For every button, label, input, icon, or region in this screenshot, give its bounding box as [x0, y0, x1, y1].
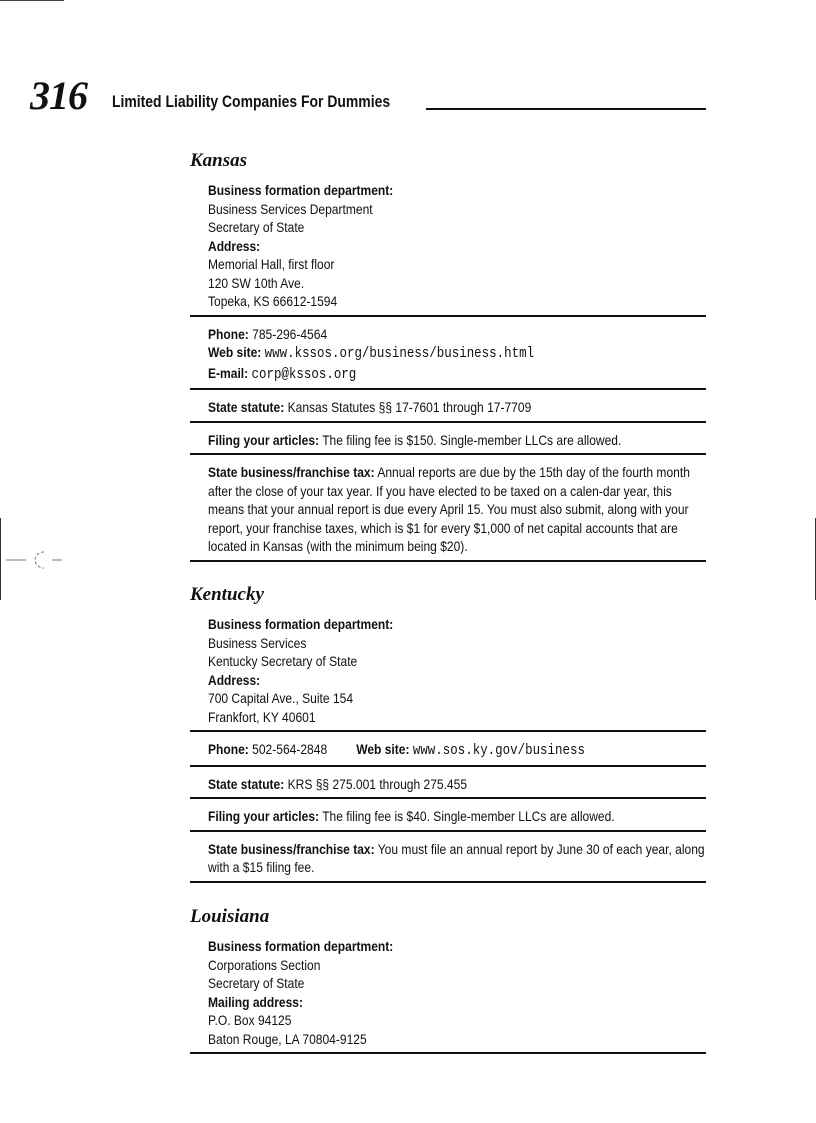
state-heading: Kansas	[190, 150, 248, 171]
department-label: Business formation department:	[208, 616, 394, 632]
page-number: 316	[30, 73, 87, 118]
filing-value: The filing fee is $40. Single-member LLCs are allowed.	[322, 808, 615, 824]
header-rule	[426, 108, 706, 110]
phone-value: 502-564-2848	[252, 741, 328, 757]
filing-block	[190, 799, 706, 832]
book-title: Limited Liability Companies For Dummies	[112, 92, 391, 111]
statute-label: State statute:	[208, 399, 285, 415]
filing-line	[208, 431, 636, 450]
tax-block	[190, 832, 706, 883]
statute-value: Kansas Statutes §§ 17-7601 through 17-7709	[287, 399, 532, 415]
registration-mark-icon	[4, 548, 68, 572]
website-line	[208, 343, 636, 364]
address-label: Address:	[208, 237, 261, 254]
contact-block	[190, 179, 706, 317]
phone-label: Phone:	[208, 325, 249, 342]
state-heading: Kentucky	[190, 584, 264, 605]
statute-block	[190, 767, 706, 800]
department-line: Secretary of State	[208, 975, 305, 991]
department-line: Secretary of State	[208, 219, 305, 235]
email-line	[208, 364, 636, 385]
filing-label: Filing your articles:	[208, 808, 320, 824]
phone-web-line	[208, 740, 636, 761]
tax-paragraph	[208, 840, 705, 877]
department-line: Corporations Section	[208, 956, 321, 973]
website-label: Web site:	[208, 344, 262, 360]
tax-block	[190, 455, 706, 562]
state-section-kentucky	[190, 584, 706, 883]
tax-label: State business/franchise tax:	[208, 840, 375, 857]
phone-web-block	[190, 732, 706, 767]
contact-block	[190, 613, 706, 732]
address-line: P.O. Box 94125	[208, 1012, 292, 1028]
phone-line	[208, 325, 636, 344]
statute-line	[208, 775, 636, 794]
address-line: 700 Capital Ave., Suite 154	[208, 690, 354, 706]
tax-value: You must file an annual report by June 30 of each year, along with a $15 filing fee.	[208, 840, 705, 875]
address-line: Topeka, KS 66612-1594	[208, 293, 338, 309]
email-label: E-mail:	[208, 364, 249, 381]
tax-paragraph	[208, 463, 705, 556]
address-line: Frankfort, KY 40601	[208, 708, 316, 725]
phone-value: 785-296-4564	[252, 325, 328, 342]
address-label: Address:	[208, 671, 261, 688]
department-line: Kentucky Secretary of State	[208, 653, 358, 669]
email-link[interactable]: corp@kssos.org	[251, 366, 357, 383]
tax-value: Annual reports are due by the 15th day of the fourth month after the close of your tax year. If you have elected to be taxed on a calen-dar year, this means that your annual report is due every April 15. You must also submit, along with your report, your franchise taxes, which is $1 for every $1,000 of net capital accounts that are located in Kansas (with the minimum being $20).	[208, 464, 690, 554]
website-label: Web site:	[356, 741, 410, 757]
statute-label: State statute:	[208, 775, 285, 792]
crop-mark-left	[0, 518, 1, 600]
department-line: Business Services Department	[208, 200, 373, 217]
phone-label: Phone:	[208, 741, 249, 757]
department-label: Business formation department:	[208, 182, 394, 198]
contact-block	[190, 935, 706, 1054]
filing-label: Filing your articles:	[208, 431, 320, 448]
address-line: 120 SW 10th Ave.	[208, 274, 305, 291]
state-section-louisiana	[190, 906, 706, 1054]
phone-web-block	[190, 317, 706, 391]
statute-value: KRS §§ 275.001 through 275.455	[287, 775, 468, 792]
address-line: Memorial Hall, first floor	[208, 256, 335, 272]
filing-value: The filing fee is $150. Single-member LLCs are allowed.	[322, 431, 622, 448]
address-label: Mailing address:	[208, 993, 304, 1010]
statute-line	[208, 398, 636, 417]
website-link[interactable]: www.sos.ky.gov/business	[412, 743, 585, 759]
department-label: Business formation department:	[208, 938, 394, 954]
statute-block	[190, 390, 706, 423]
state-section-kansas	[190, 150, 706, 562]
running-header	[30, 73, 706, 118]
address-line: Baton Rouge, LA 70804-9125	[208, 1030, 367, 1047]
department-line: Business Services	[208, 634, 307, 651]
tax-label: State business/franchise tax:	[208, 464, 375, 480]
filing-block	[190, 423, 706, 456]
filing-line	[208, 807, 636, 826]
website-link[interactable]: www.kssos.org/business/business.html	[264, 346, 535, 362]
crop-mark-top	[0, 0, 64, 1]
state-heading: Louisiana	[190, 906, 270, 927]
